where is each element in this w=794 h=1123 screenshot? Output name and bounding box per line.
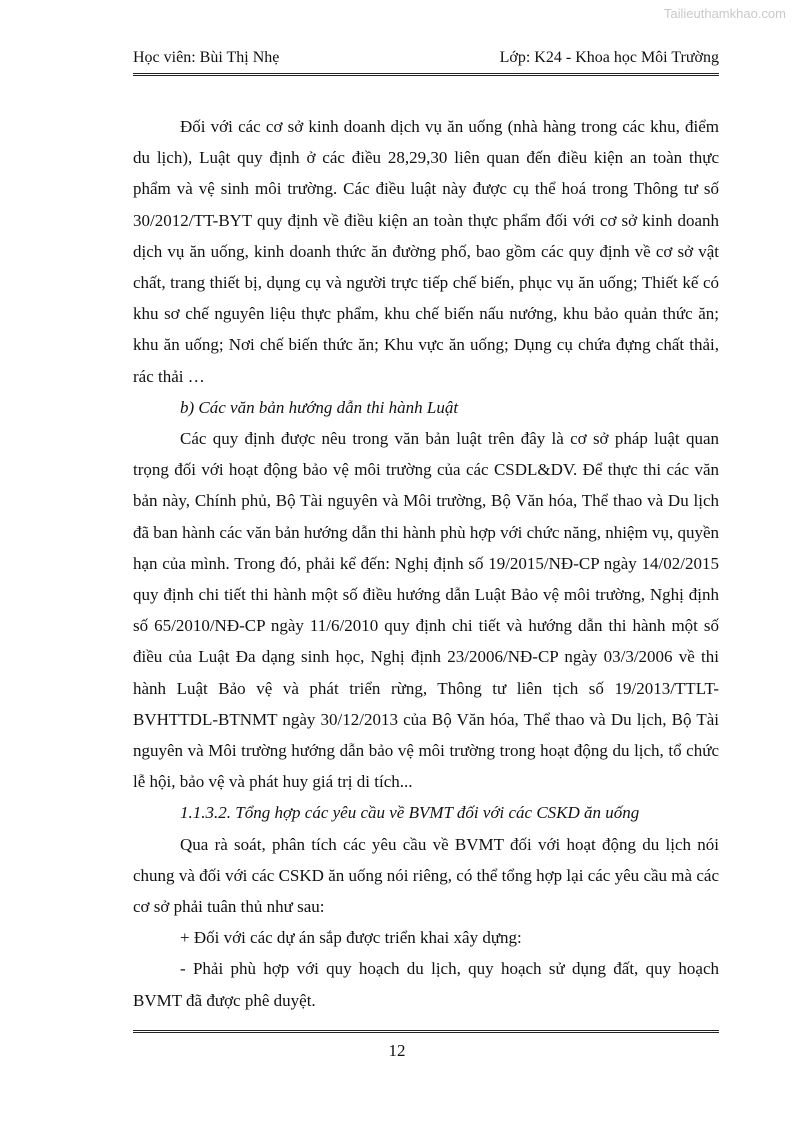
header-rule-secondary — [133, 75, 719, 76]
paragraph-requirements-summary: Qua rà soát, phân tích các yêu cầu về BVMT đối với hoạt động du lịch nói chung và đối với các CSKD ăn uống nói riêng, có thể tổng hợp lại các yêu cầu mà các cơ sở phải tuân thủ như sau: — [133, 834, 719, 917]
footer-rule-secondary — [133, 1032, 719, 1033]
paragraph-food-service-law: Đối với các cơ sở kinh doanh dịch vụ ăn uống (nhà hàng trong các khu, điểm du lịch), Luật quy định ở các điều 28,29,30 liên quan đến điều kiện an toàn thực phẩm và vệ sinh môi trường. Các điều luật này được cụ thể hoá trong Thông tư số 30/2012/TT-BYT quy định về điều kiện an toàn thực phẩm đối với cơ sở kinh doanh dịch vụ ăn uống, kinh doanh thức ăn đường phố, bao gồm các quy định về cơ sở vật chất, trang thiết bị, dụng cụ và người trực tiếp chế biến, phục vụ ăn uống; Thiết kế có khu sơ chế nguyên liệu thực phẩm, khu chế biến nấu nướng, khu bảo quản thức ăn; khu ăn uống; Nơi chế biến thức ăn; Khu vực ăn uống; Dụng cụ chứa đựng chất thải, rác thải … — [133, 117, 719, 386]
footer-rule — [133, 1030, 719, 1031]
paragraph-new-projects: + Đối với các dự án sắp được triển khai xây dựng: — [180, 928, 522, 948]
page-header — [133, 48, 719, 68]
page-number: 12 — [388, 1041, 406, 1060]
section-heading-1-1-3-2: 1.1.3.2. Tổng hợp các yêu cầu về BVMT đối với các CSKD ăn uống — [180, 803, 640, 823]
paragraph-planning-compliance: - Phải phù hợp với quy hoạch du lịch, quy hoạch sử dụng đất, quy hoạch BVMT đã được phê duyệt. — [133, 959, 719, 1010]
header-class: Lớp: K24 - Khoa học Môi Trường — [499, 49, 719, 66]
header-rule — [133, 73, 719, 74]
watermark: Tailieuthamkhao.com — [663, 6, 786, 21]
header-student: Học viên: Bùi Thị Nhẹ — [133, 49, 280, 66]
subheading-guidance-documents: b) Các văn bản hướng dẫn thi hành Luật — [180, 397, 459, 417]
paragraph-guidance-documents: Các quy định được nêu trong văn bản luật trên đây là cơ sở pháp luật quan trọng đối với hoạt động bảo vệ môi trường của các CSDL&DV. Để thực thi các văn bản này, Chính phủ, Bộ Tài nguyên và Môi trường, Bộ Văn hóa, Thể thao và Du lịch đã ban hành các văn bản hướng dẫn thi hành phù hợp với chức năng, nhiệm vụ, quyền hạn của mình. Trong đó, phải kể đến: Nghị định số 19/2015/NĐ-CP ngày 14/02/2015 quy định chi tiết thi hành một số điều hướng dẫn Luật Bảo vệ môi trường, Nghị định số 65/2010/NĐ-CP ngày 11/6/2010 quy định chi tiết và hướng dẫn thi hành một số điều của Luật Đa dạng sinh học, Nghị định 23/2006/NĐ-CP ngày 03/3/2006 về thi hành Luật Bảo vệ và phát triển rừng, Thông tư liên tịch số 19/2013/TTLT-BVHTTDL-BTNMT ngày 30/12/2013 của Bộ Văn hóa, Thể thao và Du lịch, Bộ Tài nguyên và Môi trường hướng dẫn bảo vệ môi trường trong hoạt động du lịch, tổ chức lễ hội, bảo vệ và phát huy giá trị di tích... — [133, 429, 719, 792]
body-text — [133, 111, 719, 1016]
